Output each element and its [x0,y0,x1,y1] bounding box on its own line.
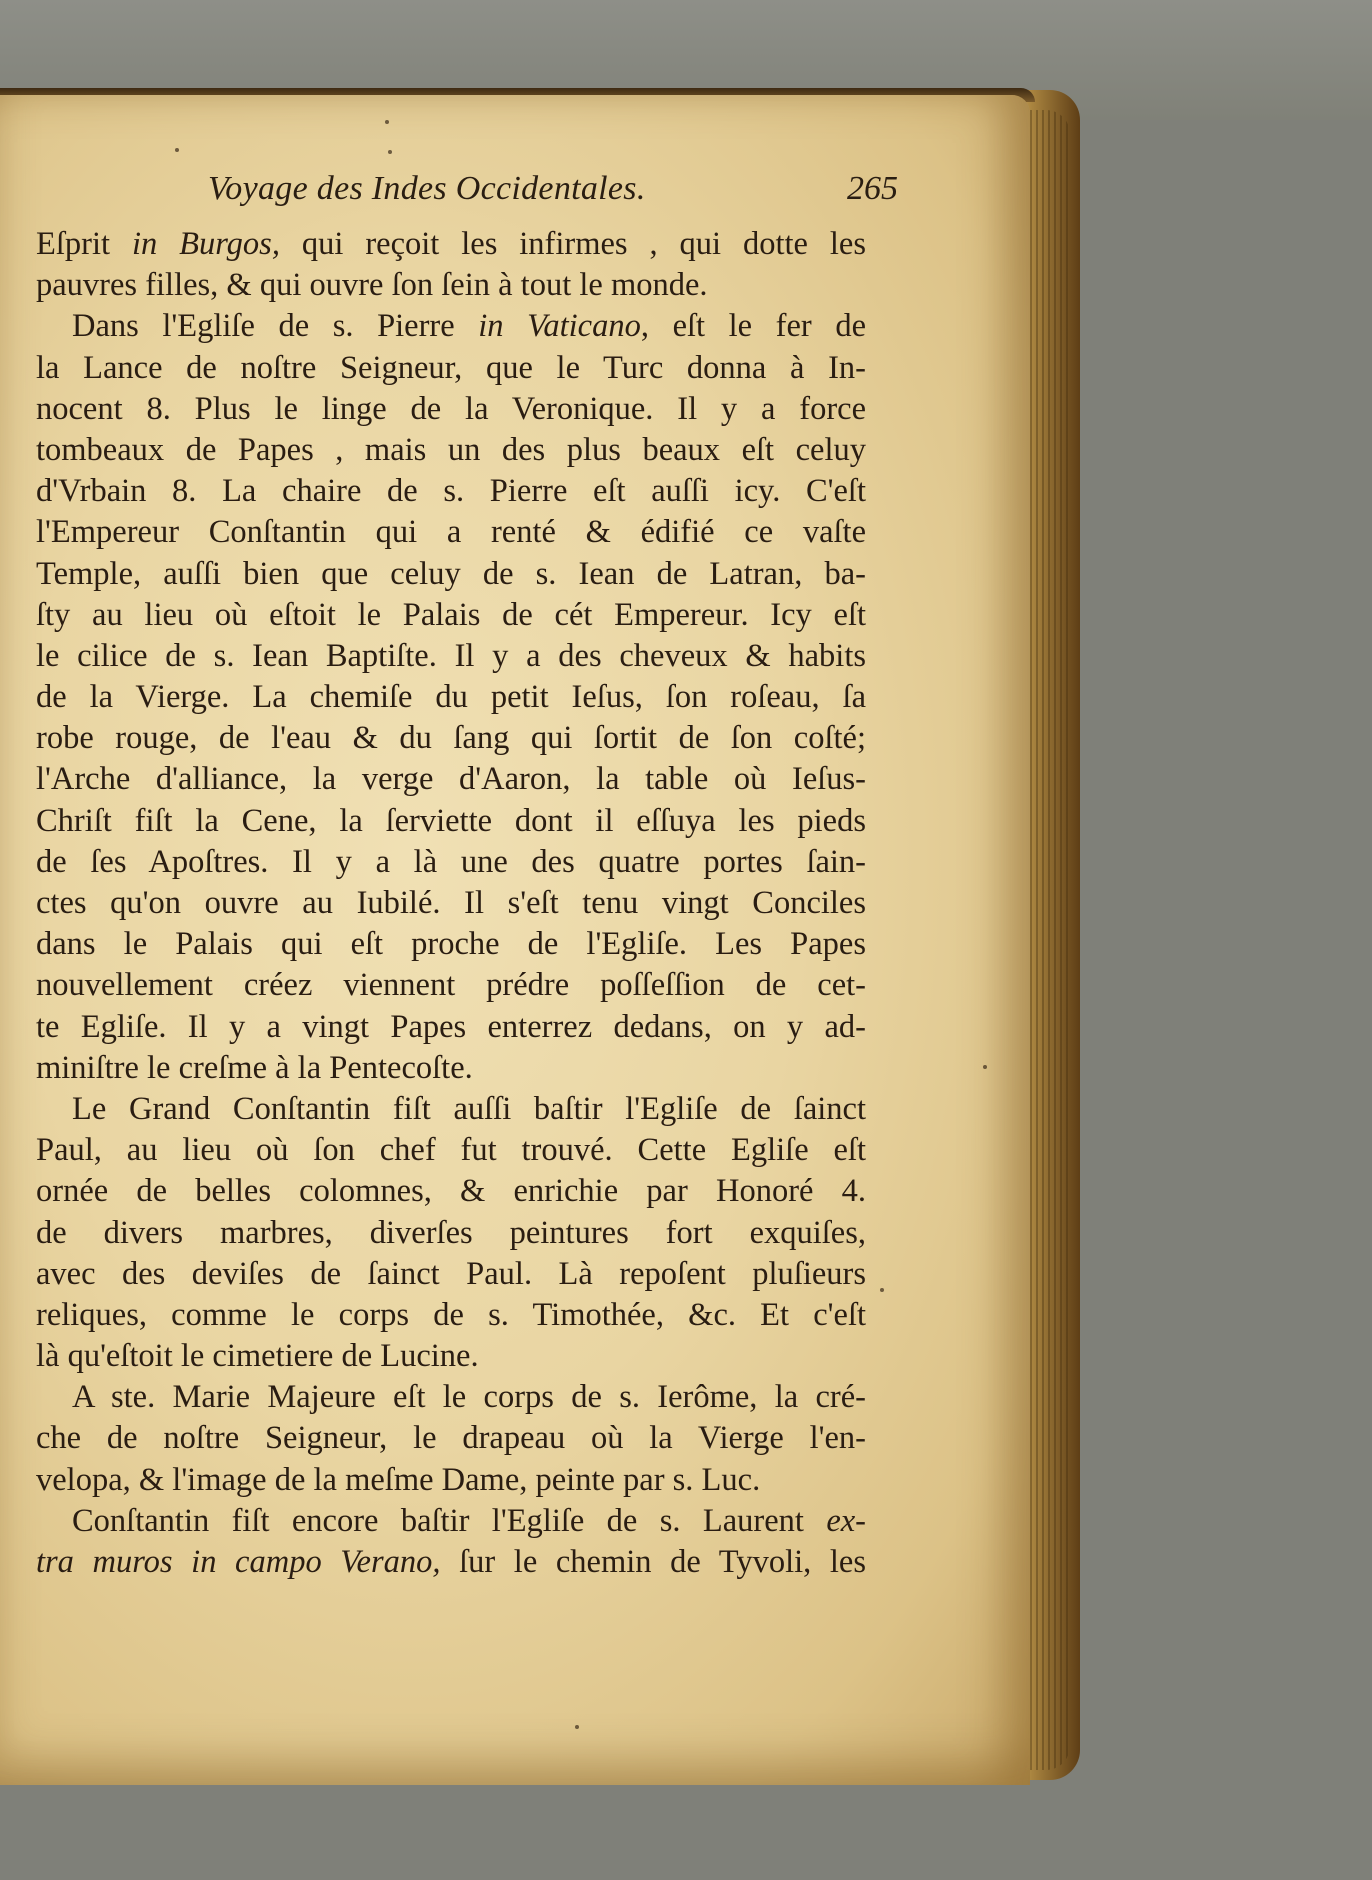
italic-text: in Vaticano [478,308,641,345]
text-run: te Egliſe. Il y a vingt Papes enterrez dedans, on y ad- [36,1008,866,1045]
text-run: Le Grand Conſtantin fiſt auſſi baſtir l'Egliſe de ſainct [72,1090,866,1127]
text-line [36,554,866,595]
ink-speck [385,120,389,124]
text-line [36,1501,866,1542]
text-line [36,1418,866,1459]
italic-text: ex- [826,1502,866,1539]
text-run: nouvellement créez viennent prédre poſſeſſion de cet- [36,967,866,1004]
body-text [36,224,866,1583]
text-line [36,1213,866,1254]
text-line [36,471,866,512]
text-line [36,348,866,389]
text-run: la Lance de noſtre Seigneur, que le Turc donna à In- [36,349,866,386]
text-line [36,389,866,430]
text-line [36,1048,866,1089]
page-header [208,170,898,220]
text-line [36,1089,866,1130]
text-run: ſur le chemin de Tyvoli, les [440,1544,866,1580]
text-line [36,1007,866,1048]
text-line [36,636,866,677]
text-run: d'Vrbain 8. La chaire de s. Pierre eſt auſſi icy. C'eſt [36,473,866,510]
text-line [36,595,866,636]
text-run: che de noſtre Seigneur, le drapeau où la Vierge l'en- [36,1420,866,1457]
text-run: qui reçoit les infirmes , qui dotte les [279,226,866,262]
text-run: tombeaux de Papes , mais un des plus beaux eſt celuy [36,431,866,468]
text-run: Chriſt fiſt la Cene, la ſerviette dont il eſſuya les pieds [36,802,866,839]
text-run: ctes qu'on ouvre au Iubilé. Il s'eſt tenu vingt Conciles [36,885,866,921]
text-line [36,306,866,347]
text-line [36,883,866,924]
text-line [36,842,866,883]
text-line [36,801,866,842]
text-line [36,1460,866,1501]
text-run: Conſtantin fiſt encore baſtir l'Egliſe de s. Laurent [72,1502,827,1539]
running-title: Voyage des Indes Occidentales. [208,170,646,207]
text-run: velopa, & l'image de la meſme Dame, peinte par s. Luc. [36,1461,761,1498]
text-run: robe rouge, de l'eau & du ſang qui ſortit de ſon coſté; [36,720,866,757]
text-run: de ſes Apoſtres. Il y a là une des quatre portes ſain- [36,843,866,880]
text-run: Temple, auſſi bien que celuy de s. Iean de Latran, ba- [36,555,866,592]
ink-speck [388,150,392,154]
text-line [36,718,866,759]
text-run: , eſt le fer de [640,308,867,345]
ink-speck [880,1288,884,1292]
text-run: le cilice de s. Iean Baptiſte. Il y a des cheveux & habits [36,637,866,674]
text-line [36,1336,866,1377]
text-run: A ste. Marie Majeure eſt le corps de s. Ierôme, la cré- [72,1379,866,1416]
text-run: de divers marbres, diverſes peintures fort exquiſes, [36,1214,866,1251]
text-run: Dans l'Egliſe de s. Pierre [72,308,479,345]
text-run: reliques, comme le corps de s. Timothée, &c. Et c'eſt [36,1296,866,1333]
text-line [36,224,866,265]
text-run: Eſprit [36,226,132,262]
text-run: là qu'eſtoit le cimetiere de Lucine. [36,1338,479,1375]
text-run: miniſtre le creſme à la Pentecoſte. [36,1049,473,1086]
text-run: l'Arche d'alliance, la verge d'Aaron, la table où Ieſus- [36,761,866,798]
italic-text: tra muros in campo Verano, [36,1544,441,1580]
italic-text: in Burgos, [131,226,280,262]
text-run: pauvres filles, & qui ouvre ſon ſein à tout le monde. [36,267,708,304]
text-line [36,265,866,306]
text-run: avec des deviſes de ſainct Paul. Là repoſent pluſieurs [36,1255,866,1292]
text-line [36,759,866,800]
text-run: de la Vierge. La chemiſe du petit Ieſus, ſon roſeau, ſa [36,679,866,716]
text-line [36,1171,866,1212]
ink-speck [575,1725,579,1729]
text-line [36,965,866,1006]
text-run: Paul, au lieu où ſon chef fut trouvé. Cette Egliſe eſt [36,1132,866,1169]
text-line [36,677,866,718]
text-run: nocent 8. Plus le linge de la Veronique. Il y a force [36,390,866,427]
text-line [36,512,866,553]
text-line [36,430,866,471]
text-line [36,1254,866,1295]
text-line [36,1295,866,1336]
text-line [36,1377,866,1418]
text-run: ornée de belles colomnes, & enrichie par Honoré 4. [36,1173,866,1210]
text-run: dans le Palais qui eſt proche de l'Egliſe. Les Papes [36,926,866,963]
page-number: 265 [847,170,898,207]
ink-speck [175,148,179,152]
ink-speck [983,1065,987,1069]
text-line [36,1542,866,1583]
text-run: ſty au lieu où eſtoit le Palais de cét Empereur. Icy eſt [36,596,866,633]
text-run: l'Empereur Conſtantin qui a renté & édifié ce vaſte [36,514,866,551]
text-line [36,1130,866,1171]
text-line [36,924,866,965]
